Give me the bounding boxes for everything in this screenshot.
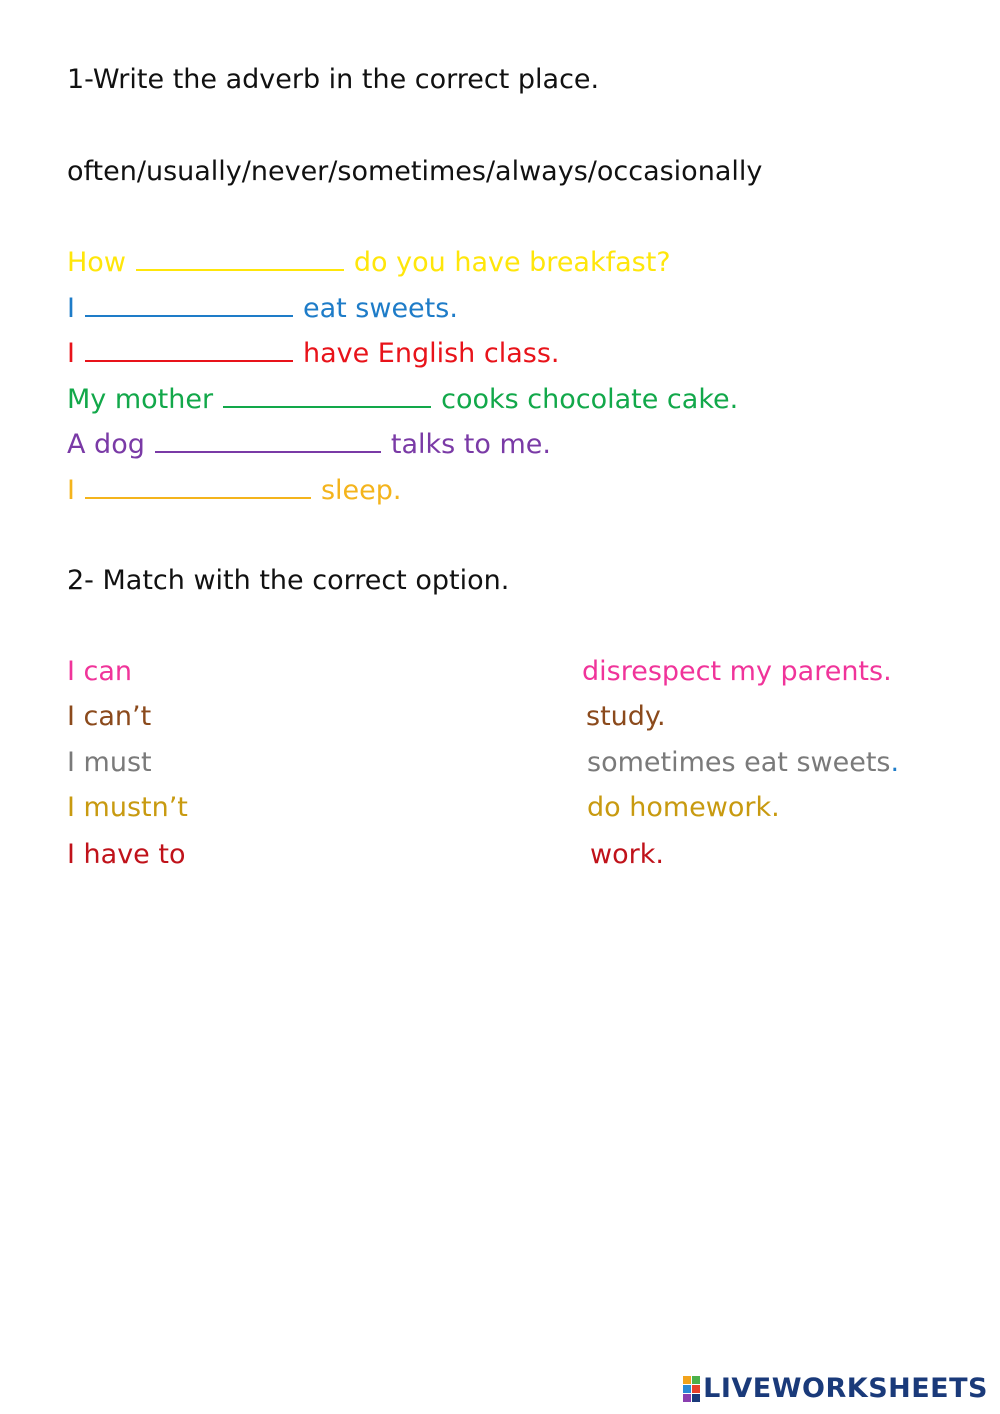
answer-blank[interactable] [223,382,431,408]
logo-square [683,1385,691,1393]
logo-square [683,1394,691,1402]
section1-heading: 1-Write the adverb in the correct place. [67,64,600,95]
section2-heading: 2- Match with the correct option. [67,565,510,596]
sentence-row: How do you have breakfast? [67,247,671,278]
match-left-item[interactable]: I have to [67,839,186,870]
liveworksheets-logo [683,1373,988,1404]
match-left-item[interactable]: I can [67,656,133,687]
sentence-row: A dog talks to me. [67,429,551,460]
logo-square [692,1376,700,1384]
answer-blank[interactable] [85,291,293,317]
sentence-row: My mother cooks chocolate cake. [67,384,739,415]
logo-square [692,1385,700,1393]
answer-blank[interactable] [136,245,344,271]
match-left-item[interactable]: I can’t [67,701,152,732]
match-left-item[interactable]: I mustn’t [67,792,188,823]
match-left-item[interactable]: I must [67,747,152,778]
logo-text: LIVEWORKSHEETS [703,1373,988,1404]
match-right-item[interactable]: do homework. [587,792,780,823]
word-bank: often/usually/never/sometimes/always/occasionally [67,156,763,187]
logo-square [683,1376,691,1384]
answer-blank[interactable] [85,336,293,362]
match-right-item[interactable]: study. [586,701,666,732]
match-right-item[interactable]: work. [590,839,664,870]
sentence-row: I eat sweets. [67,293,458,324]
match-right-item[interactable]: disrespect my parents. [582,656,892,687]
sentence-row: I have English class. [67,338,560,369]
logo-icon [683,1376,700,1402]
answer-blank[interactable] [155,427,381,453]
answer-blank[interactable] [85,473,311,499]
match-right-item[interactable]: sometimes eat sweets. [587,747,900,778]
logo-square [692,1394,700,1402]
sentence-row: I sleep. [67,475,402,506]
